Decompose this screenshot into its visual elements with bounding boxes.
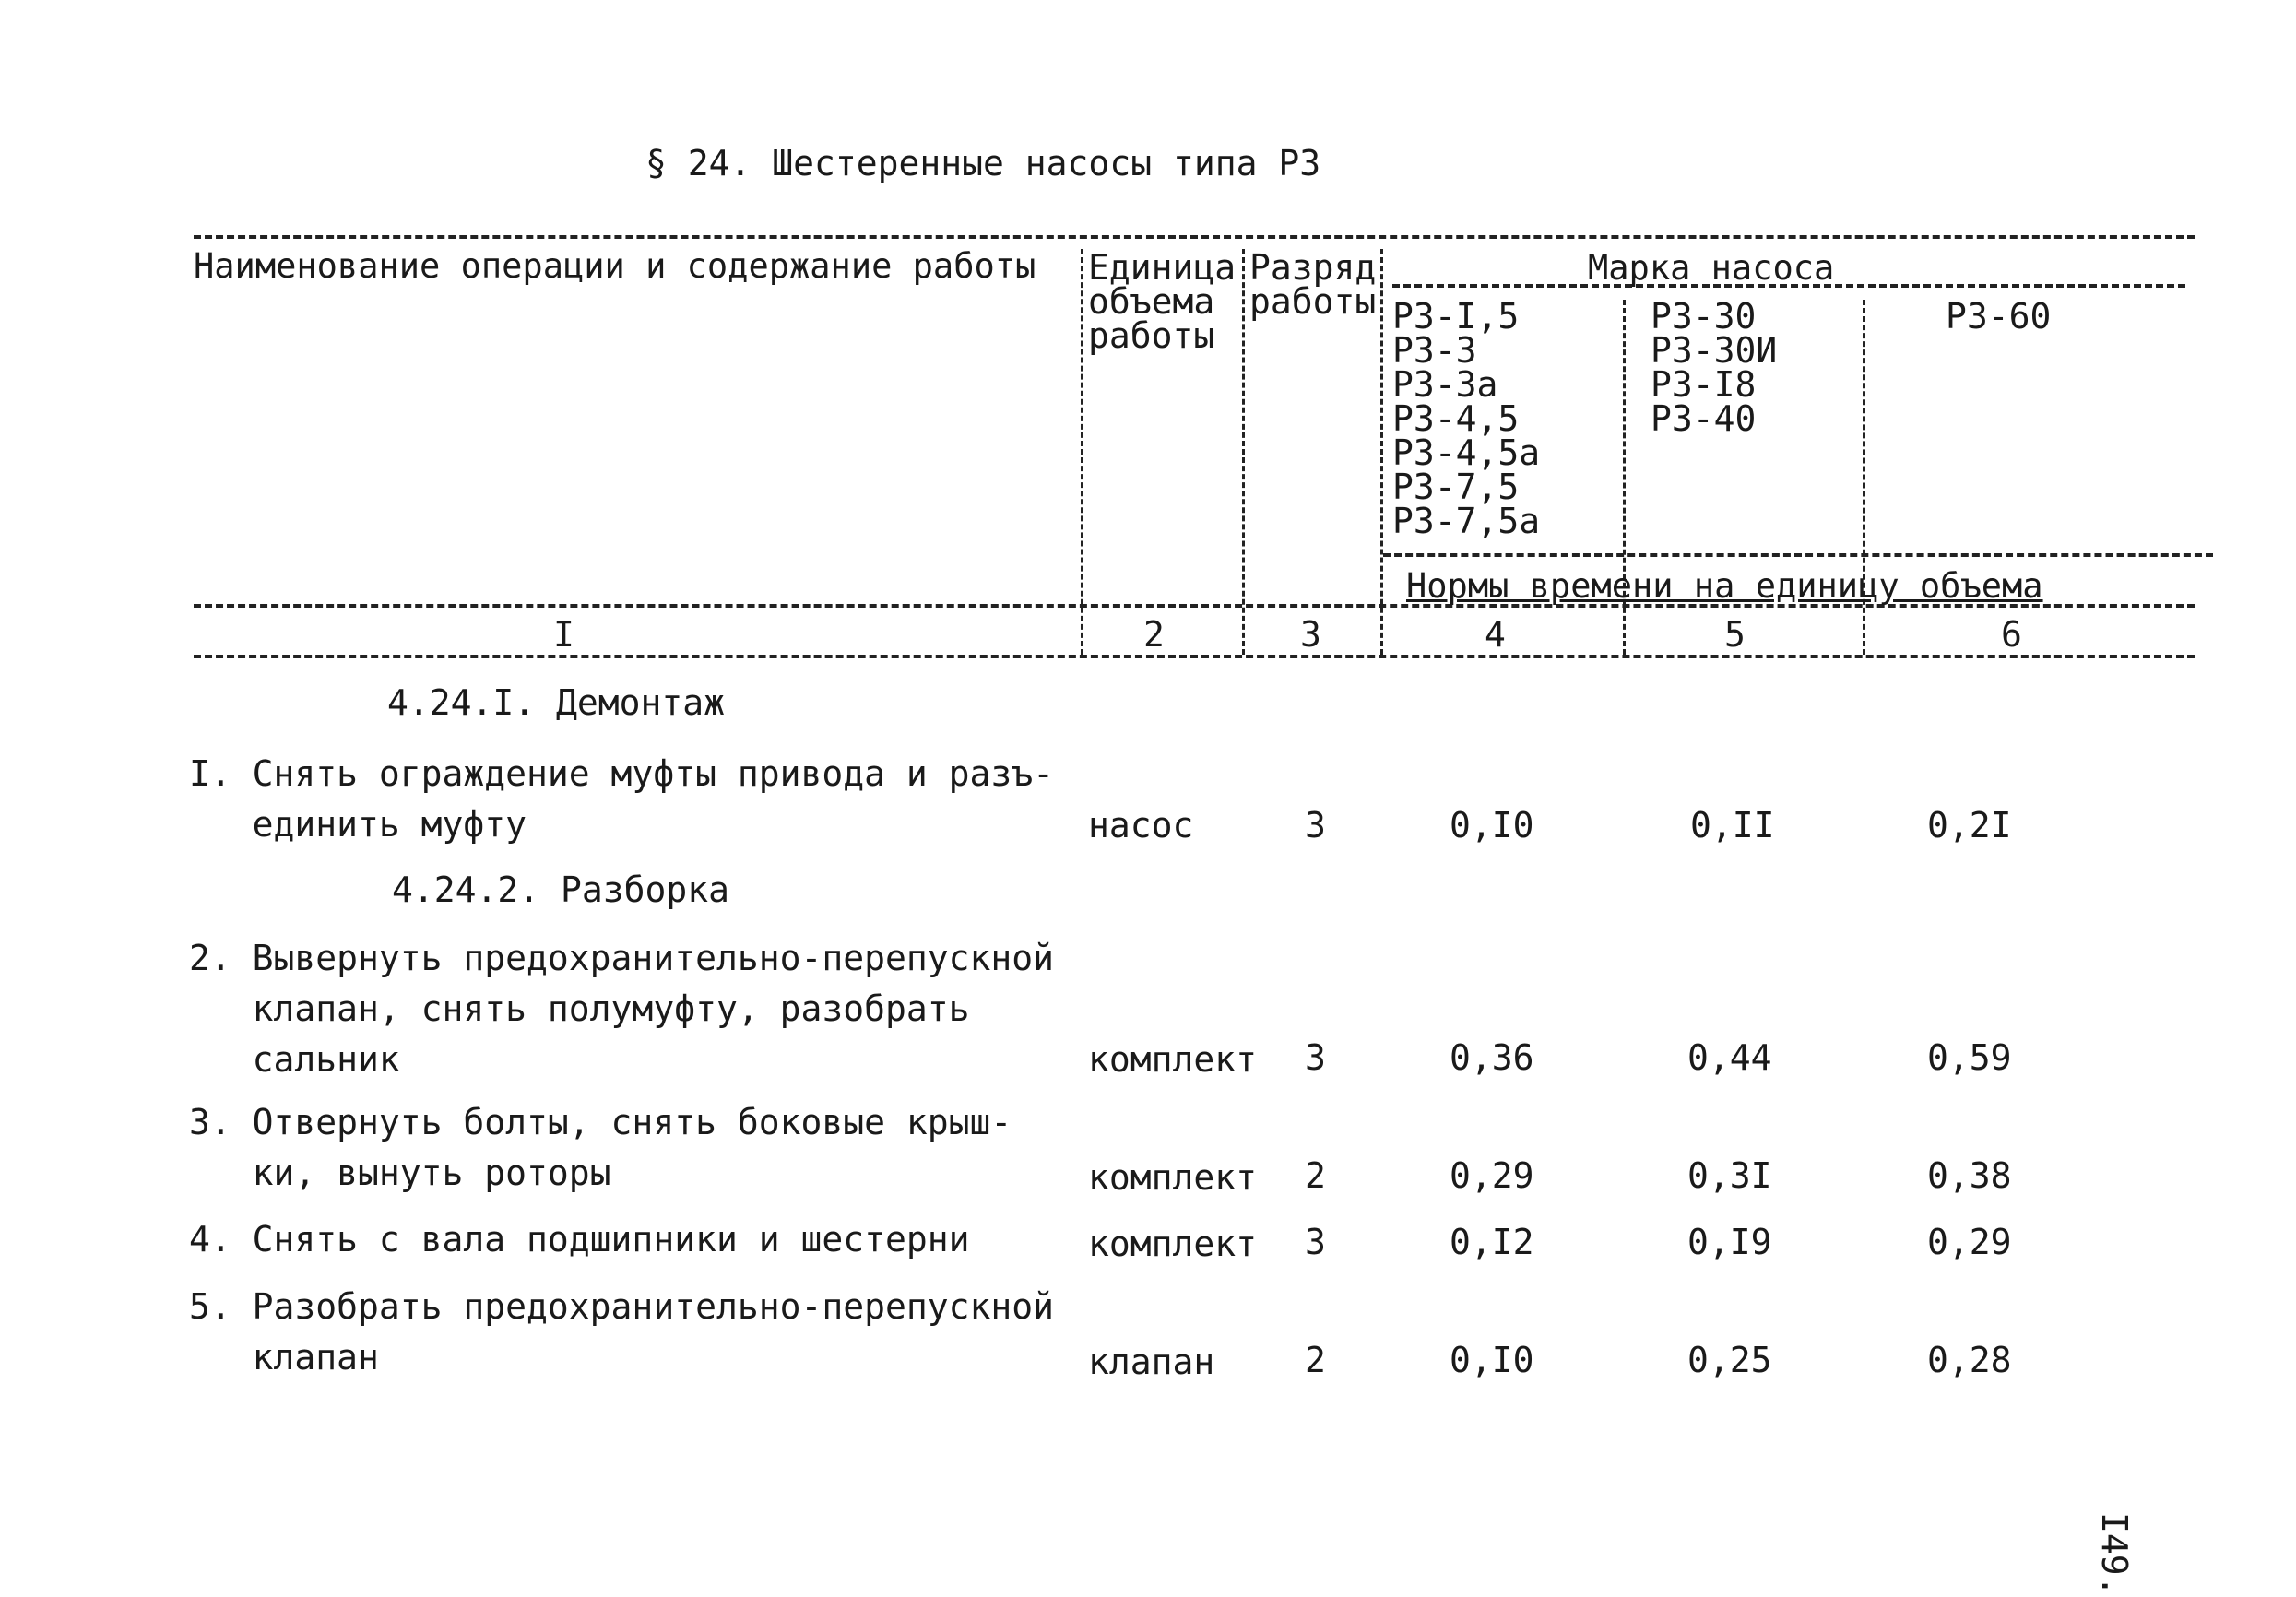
operation-text xyxy=(189,1282,1054,1383)
operation-text xyxy=(189,1214,969,1265)
unit-cell: насос xyxy=(1088,805,1194,846)
value-cell-6: 0,29 xyxy=(1927,1222,2012,1262)
grade-cell: 3 xyxy=(1305,805,1326,846)
header-unit xyxy=(1088,247,1237,356)
pump-model: РЗ-4,5 xyxy=(1392,398,1520,439)
page-title: § 24. Шестеренные насосы типа РЗ xyxy=(645,143,1321,183)
pump-model: РЗ-3 xyxy=(1392,330,1477,371)
colnum-1: I xyxy=(553,614,574,655)
header-grade-line: Разряд xyxy=(1249,247,1377,288)
grade-cell: 3 xyxy=(1305,1037,1326,1078)
header-group-5 xyxy=(1651,296,1778,439)
operation-line: ки, вынуть роторы xyxy=(189,1153,611,1193)
norms-top-rule xyxy=(1383,553,2213,557)
colnum-2: 2 xyxy=(1143,614,1165,655)
operation-line: 2. Вывернуть предохранительно-перепускной xyxy=(189,938,1054,978)
grade-cell: 2 xyxy=(1305,1340,1326,1380)
header-top-rule xyxy=(194,235,2195,239)
pump-model: РЗ-7,5а xyxy=(1392,501,1541,541)
operation-line: клапан xyxy=(189,1337,379,1378)
value-cell-5: 0,3I xyxy=(1687,1155,1772,1196)
value-cell-5: 0,44 xyxy=(1687,1037,1772,1078)
pump-model: РЗ-4,5а xyxy=(1392,432,1541,473)
header-bottom-rule xyxy=(194,655,2195,658)
header-group-4 xyxy=(1392,296,1541,541)
value-cell-6: 0,38 xyxy=(1927,1155,2012,1196)
unit-cell: клапан xyxy=(1088,1342,1215,1382)
operation-line: сальник xyxy=(189,1039,400,1080)
section-title: 4.24.I. Демонтаж xyxy=(387,682,726,723)
col-sep-1 xyxy=(1081,249,1083,655)
value-cell-6: 0,59 xyxy=(1927,1037,2012,1078)
value-cell-6: 0,28 xyxy=(1927,1340,2012,1380)
operation-line: клапан, снять полумуфту, разобрать xyxy=(189,988,970,1029)
value-cell-4: 0,I0 xyxy=(1450,1340,1534,1380)
value-cell-4: 0,I0 xyxy=(1450,805,1534,846)
operation-text xyxy=(189,1097,1012,1199)
value-cell-5: 0,II xyxy=(1690,805,1775,846)
col-sep-3 xyxy=(1380,249,1383,655)
value-cell-6: 0,2I xyxy=(1927,805,2012,846)
operation-text xyxy=(189,933,1054,1085)
operation-line: I. Снять ограждение муфты привода и разъ- xyxy=(189,753,1054,794)
colnum-3: 3 xyxy=(1300,614,1321,655)
grade-cell: 3 xyxy=(1305,1222,1326,1262)
unit-cell: комплект xyxy=(1088,1157,1258,1198)
pump-model: РЗ-I,5 xyxy=(1392,296,1520,337)
value-cell-5: 0,25 xyxy=(1687,1340,1772,1380)
header-unit-line: объема xyxy=(1088,281,1215,322)
operation-line: 3. Отвернуть болты, снять боковые крыш- xyxy=(189,1102,1012,1142)
page-number: I49. xyxy=(2094,1512,2135,1597)
section-title: 4.24.2. Разборка xyxy=(392,869,730,910)
header-grade-line: работы xyxy=(1249,281,1377,322)
colnum-5: 5 xyxy=(1724,614,1746,655)
pump-model: РЗ-30И xyxy=(1651,330,1778,371)
grade-cell: 2 xyxy=(1305,1155,1326,1196)
pump-model: РЗ-I8 xyxy=(1651,364,1757,405)
pump-model: РЗ-40 xyxy=(1651,398,1757,439)
pump-model: РЗ-7,5 xyxy=(1392,467,1520,507)
header-unit-line: Единица xyxy=(1088,247,1237,288)
value-cell-4: 0,I2 xyxy=(1450,1222,1534,1262)
value-cell-4: 0,36 xyxy=(1450,1037,1534,1078)
unit-cell: комплект xyxy=(1088,1039,1258,1080)
colnum-6: 6 xyxy=(2001,614,2022,655)
operation-text xyxy=(189,749,1054,850)
header-group-6: РЗ-60 xyxy=(1946,296,2052,337)
operation-line: 5. Разобрать предохранительно-перепускной xyxy=(189,1286,1054,1327)
pump-model: РЗ-30 xyxy=(1651,296,1757,337)
colnum-4: 4 xyxy=(1485,614,1506,655)
header-grade xyxy=(1249,247,1377,322)
col-sep-2 xyxy=(1242,249,1245,655)
operation-line: единить муфту xyxy=(189,804,527,845)
pump-model: РЗ-3а xyxy=(1392,364,1498,405)
header-unit-line: работы xyxy=(1088,315,1215,356)
unit-cell: комплект xyxy=(1088,1224,1258,1264)
header-operation: Наименование операции и содержание работы xyxy=(194,246,1036,286)
header-norms: Нормы времени на единицу объема xyxy=(1406,566,2043,606)
operation-line: 4. Снять с вала подшипники и шестерни xyxy=(189,1219,970,1260)
header-marka: Марка насоса xyxy=(1588,248,1835,288)
value-cell-4: 0,29 xyxy=(1450,1155,1534,1196)
value-cell-5: 0,I9 xyxy=(1687,1222,1772,1262)
